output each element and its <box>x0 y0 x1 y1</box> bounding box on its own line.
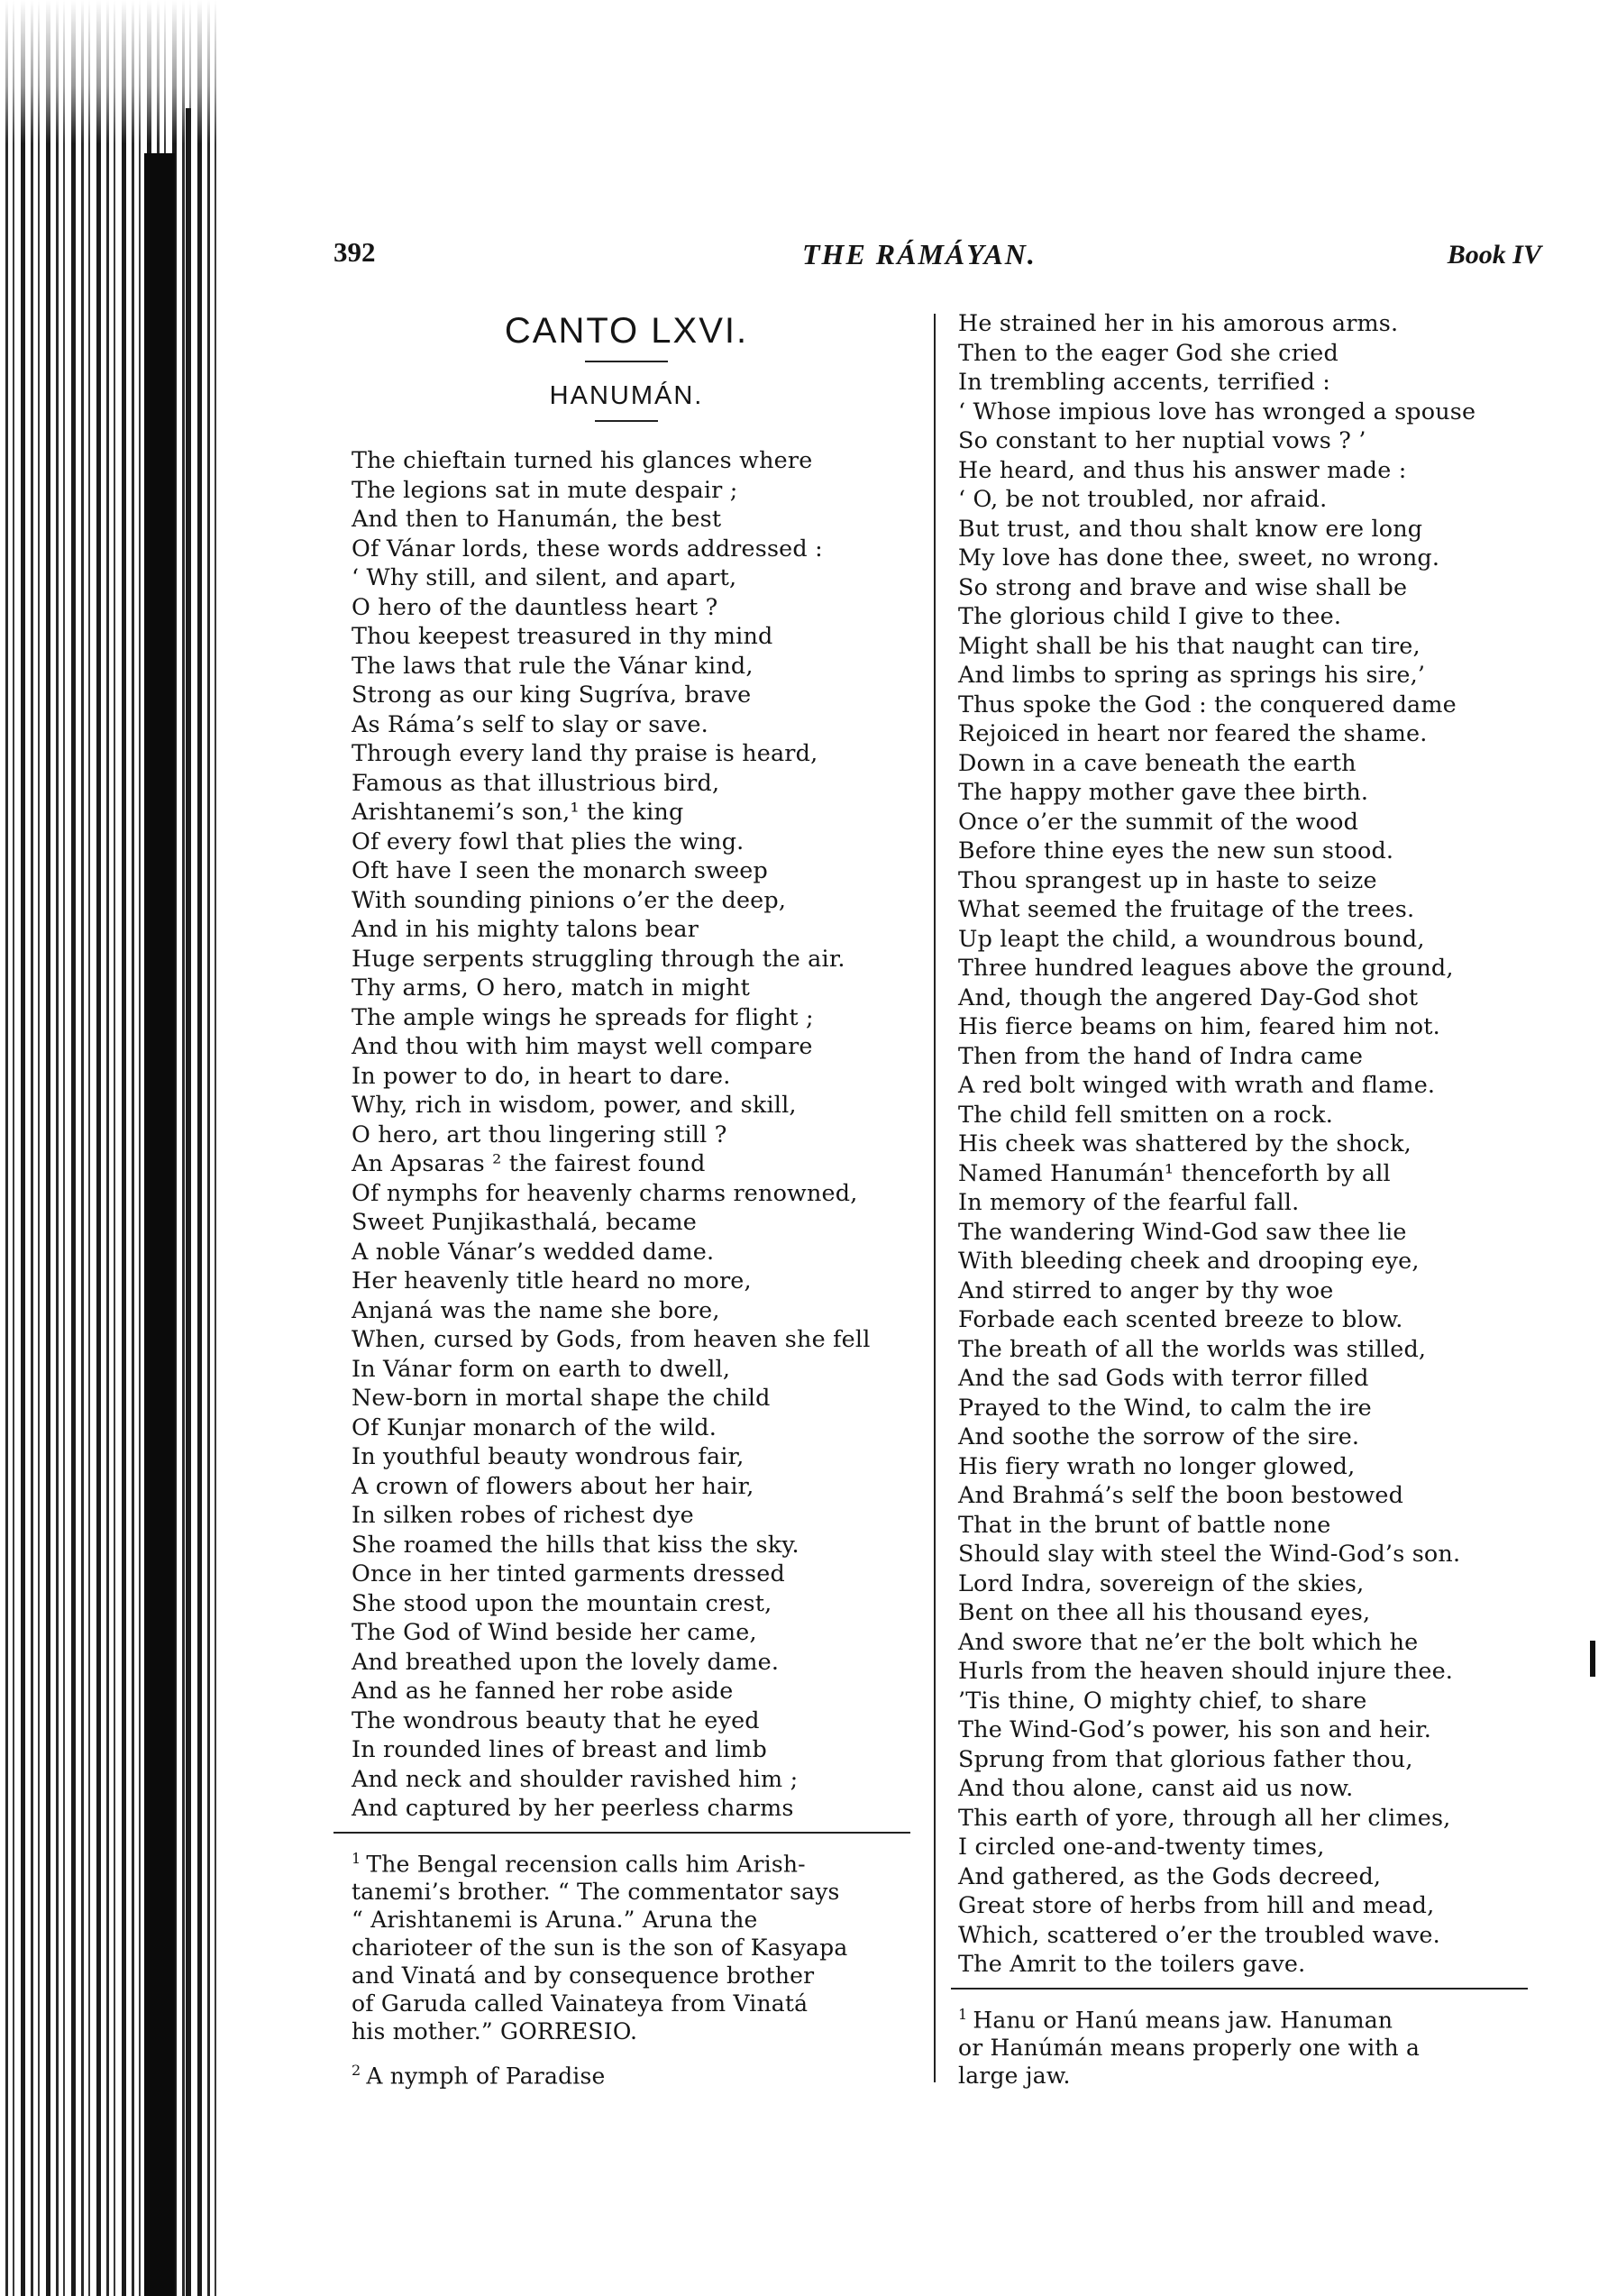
verse-line: The chieftain turned his glances where <box>352 446 813 473</box>
footnote-text: of Garuda called Vainateya from Vinatá <box>352 1990 809 2017</box>
footnote-rule <box>333 1832 910 1834</box>
verse-line: And Brahmá’s self the boon bestowed <box>958 1481 1404 1508</box>
verse-line: Why, rich in wisdom, power, and skill, <box>352 1091 797 1118</box>
verse-line: Lord Indra, sovereign of the skies, <box>958 1569 1365 1596</box>
footnote-mark: 2 <box>352 2061 361 2079</box>
verse-line: Thus spoke the God : the conquered dame <box>958 690 1457 718</box>
scan-binding-fade <box>0 0 216 144</box>
footnote-text: A nymph of Paradise <box>366 2063 606 2090</box>
verse-line: And breathed upon the lovely dame. <box>352 1647 780 1675</box>
verse-line: In Vánar form on earth to dwell, <box>352 1354 731 1382</box>
verse-line: Rejoiced in heart nor feared the shame. <box>958 719 1428 746</box>
scan-edge-mark <box>1590 1641 1595 1677</box>
verse-line: Then from the hand of Indra came <box>958 1041 1364 1069</box>
section-rule <box>595 420 658 422</box>
right-column <box>951 308 1537 2090</box>
verse-line: Of Vánar lords, these words addressed : <box>352 534 823 562</box>
left-column <box>333 308 919 2090</box>
verse-line: Great store of herbs from hill and mead, <box>958 1891 1435 1918</box>
footnote-line <box>352 1878 919 1906</box>
verse-line: And the sad Gods with terror filled <box>958 1364 1369 1391</box>
verse-line: And in his mighty talons bear <box>352 915 699 942</box>
verse-line: Which, scattered o’er the troubled wave. <box>958 1920 1440 1948</box>
footnote <box>951 2000 1537 2090</box>
footnote-text: or Hanúmán means properly one with a <box>958 2034 1421 2061</box>
section-title: HANUMÁN. <box>549 381 704 410</box>
footnote-line <box>352 1934 919 1962</box>
page-header <box>333 236 1541 279</box>
verse-line: In youthful beauty wondrous fair, <box>352 1442 745 1469</box>
footnote-line <box>352 2017 919 2045</box>
verse-line: Sweet Punjikasthalá, became <box>352 1208 698 1235</box>
footnote-text: large jaw. <box>958 2062 1071 2089</box>
verse-line: Her heavenly title heard no more, <box>352 1267 752 1294</box>
verse-line: Prayed to the Wind, to calm the ire <box>958 1393 1372 1421</box>
verse-line: Before thine eyes the new sun stood. <box>958 837 1394 864</box>
verse-line: Arishtanemi’s son,¹ the king <box>352 798 684 825</box>
running-title: THE RÁMÁYAN. <box>802 238 1037 270</box>
footnote-text: The Bengal recension calls him Arish- <box>366 1850 806 1877</box>
verse-line: As Ráma’s self to slay or save. <box>352 709 708 737</box>
verse-line: The laws that rule the Vánar kind, <box>352 651 754 679</box>
verse-line: Named Hanumán¹ thenceforth by all <box>958 1158 1391 1186</box>
verse-line: Through every land thy praise is heard, <box>352 739 818 766</box>
verse-line: She roamed the hills that kiss the sky. <box>352 1530 799 1558</box>
verse-line: In silken robes of richest dye <box>352 1501 694 1528</box>
verse-line: So strong and brave and wise shall be <box>958 572 1408 600</box>
footnote-line <box>958 2000 1537 2034</box>
verse-line: The wondrous beauty that he eyed <box>352 1706 760 1733</box>
verse-line: A crown of flowers about her hair, <box>352 1471 754 1499</box>
verse-line: And thou alone, canst aid us now. <box>958 1774 1354 1801</box>
verse-line: So constant to her nuptial vows ? ’ <box>958 426 1366 453</box>
verse-line: Huge serpents struggling through the air. <box>352 944 845 972</box>
footnote-rule <box>951 1988 1528 1990</box>
verse-line: Bent on thee all his thousand eyes, <box>958 1598 1371 1625</box>
footnote <box>333 1844 919 2045</box>
footnote-text: his mother.” GORRESIO. <box>352 2017 638 2044</box>
page-number: 392 <box>333 236 376 268</box>
verse-line: And captured by her peerless charms <box>352 1794 794 1821</box>
verse-line: Thy arms, O hero, match in might <box>352 974 751 1001</box>
footnote-line <box>352 1844 919 1878</box>
verse-line: With sounding pinions o’er the deep, <box>352 885 787 913</box>
scan-binding-shadow <box>144 153 175 2296</box>
verse-line: Forbade each scented breeze to blow. <box>958 1305 1403 1332</box>
verse-line: ‘ Why still, and silent, and apart, <box>352 563 737 590</box>
verse-line: Three hundred leagues above the ground, <box>958 954 1454 981</box>
footnote-line <box>352 1962 919 1990</box>
footnote-text: and Vinatá and by consequence brother <box>352 1962 815 1989</box>
verse-line: The God of Wind beside her came, <box>352 1618 757 1645</box>
footnote-mark: 1 <box>352 1849 361 1867</box>
verse-line: His cheek was shattered by the shock, <box>958 1130 1412 1157</box>
verse-line: A red bolt winged with wrath and flame. <box>958 1071 1436 1098</box>
verse-line: With bleeding cheek and drooping eye, <box>958 1247 1420 1274</box>
verse-line: Down in a cave beneath the earth <box>958 748 1357 776</box>
verse-line: The child fell smitten on a rock. <box>958 1100 1333 1128</box>
verse-line: He strained her in his amorous arms. <box>958 309 1399 336</box>
verse-line: The glorious child I give to thee. <box>958 602 1342 629</box>
verse-line: In memory of the fearful fall. <box>958 1188 1300 1215</box>
title-rule <box>585 361 668 362</box>
verse-line: The breath of all the worlds was stilled, <box>958 1334 1427 1362</box>
verse-line: Sprung from that glorious father thou, <box>958 1744 1413 1772</box>
column-divider <box>934 314 936 2082</box>
verse-line: She stood upon the mountain crest, <box>352 1588 772 1616</box>
verse-line: This earth of yore, through all her climes, <box>958 1803 1451 1831</box>
verse-line: The wandering Wind-God saw thee lie <box>958 1217 1407 1245</box>
verse-line: In power to do, in heart to dare. <box>352 1061 731 1089</box>
verse-line: The happy mother gave thee birth. <box>958 778 1369 805</box>
book-page <box>333 236 1541 2273</box>
footnote-line <box>958 2034 1537 2062</box>
book-label: Book IV <box>1447 240 1541 270</box>
verse-line: Should slay with steel the Wind-God’s son. <box>958 1540 1461 1567</box>
verse-line: Then to the eager God she cried <box>958 338 1338 366</box>
footnote-text: Hanu or Hanú means jaw. Hanuman <box>973 2006 1393 2033</box>
left-verses <box>333 445 919 1823</box>
verse-line: When, cursed by Gods, from heaven she fell <box>352 1325 871 1352</box>
verse-line: A noble Vánar’s wedded dame. <box>352 1237 715 1265</box>
verse-line: And thou with him mayst well compare <box>352 1032 813 1059</box>
verse-line: My love has done thee, sweet, no wrong. <box>958 544 1440 571</box>
verse-line: New-born in mortal shape the child <box>352 1384 771 1411</box>
verse-line: And then to Hanumán, the best <box>352 505 722 532</box>
verse-line: Anjaná was the name she bore, <box>352 1295 720 1323</box>
verse-line: I circled one-and-twenty times, <box>958 1833 1325 1860</box>
footnote-line <box>352 1906 919 1934</box>
verse-line: And, though the angered Day-God shot <box>958 983 1419 1011</box>
verse-line: Famous as that illustrious bird, <box>352 768 720 796</box>
canto-title: CANTO LXVI. <box>504 311 749 351</box>
verse-line: Of nymphs for heavenly charms renowned, <box>352 1178 858 1206</box>
right-footnotes <box>951 2000 1537 2090</box>
verse-line: Hurls from the heaven should injure thee. <box>958 1657 1454 1684</box>
verse-line: And as he fanned her robe aside <box>352 1677 734 1704</box>
footnote-line <box>352 1990 919 2017</box>
verse-line: O hero, art thou lingering still ? <box>352 1120 727 1148</box>
verse-line: But trust, and thou shalt know ere long <box>958 514 1423 542</box>
verse-line: His fierce beams on him, feared him not. <box>958 1012 1440 1039</box>
footnote-line <box>958 2062 1537 2090</box>
verse-line: Up leapt the child, a woundrous bound, <box>958 924 1425 952</box>
verse-line: O hero of the dauntless heart ? <box>352 592 718 620</box>
verse-line: Once in her tinted garments dressed <box>352 1560 785 1587</box>
verse-line: And gathered, as the Gods decreed, <box>958 1861 1382 1889</box>
verse-line: ‘ Whose impious love has wronged a spouse <box>958 397 1476 425</box>
verse-line: What seemed the fruitage of the trees. <box>958 895 1415 922</box>
right-verses <box>951 308 1537 1979</box>
footnote-line <box>352 2056 919 2090</box>
footnote <box>333 2056 919 2090</box>
verse-line: And neck and shoulder ravished him ; <box>352 1764 799 1792</box>
verse-line: ’Tis thine, O mighty chief, to share <box>958 1686 1367 1714</box>
verse-line: The Wind-God’s power, his son and heir. <box>958 1715 1431 1743</box>
verse-line: That in the brunt of battle none <box>958 1510 1331 1538</box>
footnote-text: “ Arishtanemi is Aruna.” Aruna the <box>352 1906 758 1933</box>
verse-line: And stirred to anger by thy woe <box>958 1276 1334 1304</box>
verse-line: Once o’er the summit of the wood <box>958 807 1359 835</box>
footnote-mark: 1 <box>958 2005 968 2023</box>
verse-line: In trembling accents, terrified : <box>958 368 1331 395</box>
verse-line: Thou sprangest up in haste to seize <box>958 865 1377 893</box>
verse-line: The ample wings he spreads for flight ; <box>352 1002 814 1030</box>
footnote-text: charioteer of the sun is the son of Kasyapa <box>352 1934 848 1961</box>
scan-binding-edge <box>0 0 216 2296</box>
verse-line: Might shall be his that naught can tire, <box>958 631 1421 659</box>
verse-line: He heard, and thus his answer made : <box>958 455 1407 483</box>
scan-binding-shadow-thin <box>186 108 191 2296</box>
verse-line: The Amrit to the toilers gave. <box>958 1950 1306 1977</box>
verse-line: Of every fowl that plies the wing. <box>352 827 745 855</box>
verse-line: Strong as our king Sugríva, brave <box>352 681 752 708</box>
verse-line: In rounded lines of breast and limb <box>352 1735 767 1762</box>
verse-line: The legions sat in mute despair ; <box>352 475 738 503</box>
verse-line: ‘ O, be not troubled, nor afraid. <box>958 485 1328 512</box>
verse-line: Oft have I seen the monarch sweep <box>352 856 768 883</box>
verse-line: Of Kunjar monarch of the wild. <box>352 1413 717 1441</box>
verse-line: And limbs to spring as springs his sire,’ <box>958 661 1426 688</box>
verse-line: An Apsaras ² the fairest found <box>352 1149 706 1176</box>
verse-line: Thou keepest treasured in thy mind <box>352 622 773 649</box>
verse-line: And soothe the sorrow of the sire. <box>958 1422 1360 1450</box>
verse-line: His fiery wrath no longer glowed, <box>958 1451 1356 1479</box>
left-footnotes <box>333 1844 919 2090</box>
footnote-text: tanemi’s brother. “ The commentator says <box>352 1878 840 1905</box>
verse-line: And swore that ne’er the bolt which he <box>958 1627 1419 1655</box>
